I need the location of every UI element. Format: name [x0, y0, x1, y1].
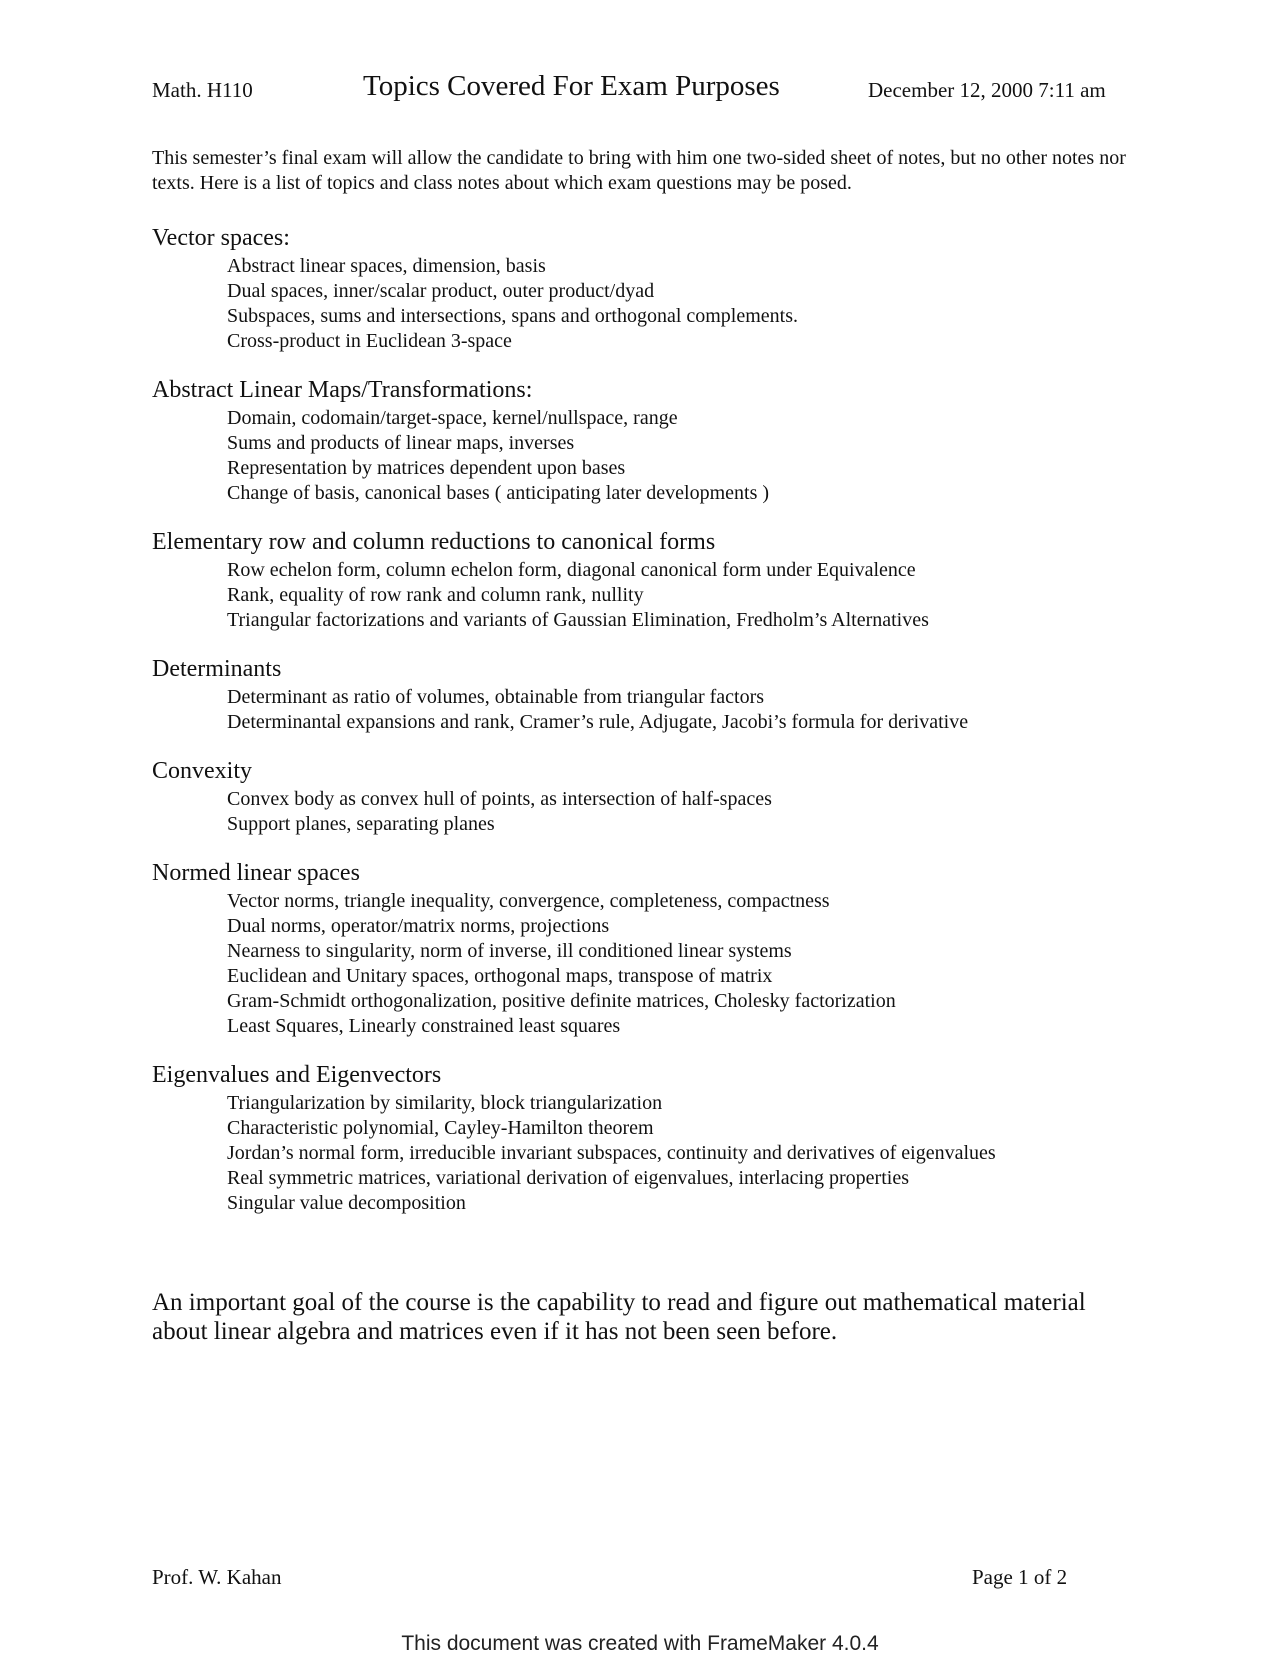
creator-note: This document was created with FrameMaker 4.0.4 [401, 1632, 879, 1655]
topic-item: Least Squares, Linearly constrained least squares [227, 1015, 621, 1037]
section-heading: Convexity [152, 758, 252, 784]
course-code: Math. H110 [152, 78, 253, 102]
topic-item: Rank, equality of row rank and column rank, nullity [227, 584, 644, 606]
topic-item: Change of basis, canonical bases ( anticipating later developments ) [227, 482, 770, 504]
topic-item: Abstract linear spaces, dimension, basis [227, 255, 546, 277]
topic-item: Determinantal expansions and rank, Cramer’s rule, Adjugate, Jacobi’s formula for derivative [227, 711, 969, 733]
topic-item: Sums and products of linear maps, inverses [227, 432, 575, 454]
topic-section [152, 223, 1152, 354]
topic-item: Euclidean and Unitary spaces, orthogonal maps, transpose of matrix [227, 965, 773, 987]
topic-item: Triangular factorizations and variants of Gaussian Elimination, Fredholm’s Alternatives [227, 609, 929, 631]
topic-item: Jordan’s normal form, irreducible invariant subspaces, continuity and derivatives of eigenvalues [227, 1142, 996, 1164]
topic-section [152, 1060, 1152, 1216]
topic-section [152, 654, 1152, 735]
section-item-list [152, 889, 1152, 1039]
topic-item: Triangularization by similarity, block triangularization [227, 1092, 663, 1114]
section-heading: Abstract Linear Maps/Transformations: [152, 377, 533, 403]
topic-item: Characteristic polynomial, Cayley-Hamilton theorem [227, 1117, 654, 1139]
document-title: Topics Covered For Exam Purposes [363, 70, 780, 102]
topic-sections [152, 223, 1152, 1237]
page-header [152, 70, 1112, 110]
footer-page-number: Page 1 of 2 [972, 1565, 1068, 1589]
topic-section [152, 858, 1152, 1039]
topic-item: Row echelon form, column echelon form, diagonal canonical form under Equivalence [227, 559, 916, 581]
section-item-list [152, 685, 1152, 735]
topic-item: Determinant as ratio of volumes, obtainable from triangular factors [227, 686, 765, 708]
section-heading: Normed linear spaces [152, 860, 360, 886]
section-heading: Elementary row and column reductions to canonical forms [152, 529, 716, 555]
topic-item: Cross-product in Euclidean 3-space [227, 330, 512, 352]
section-item-list [152, 406, 1152, 506]
section-heading: Vector spaces: [152, 225, 290, 251]
topic-section [152, 527, 1152, 633]
document-date: December 12, 2000 7:11 am [868, 78, 1106, 102]
section-item-list [152, 1091, 1152, 1216]
topic-item: Domain, codomain/target-space, kernel/nullspace, range [227, 407, 678, 429]
closing-paragraph: An important goal of the course is the capability to read and figure out mathematical material about linear algebra and matrices even if it has not been seen before. [152, 1289, 1086, 1345]
topic-item: Vector norms, triangle inequality, convergence, completeness, compactness [227, 890, 830, 912]
topic-item: Dual norms, operator/matrix norms, projections [227, 915, 610, 937]
topic-item: Subspaces, sums and intersections, spans and orthogonal complements. [227, 305, 799, 327]
topic-item: Gram-Schmidt orthogonalization, positive definite matrices, Cholesky factorization [227, 990, 896, 1012]
topic-item: Real symmetric matrices, variational derivation of eigenvalues, interlacing properties [227, 1167, 909, 1189]
section-item-list [152, 787, 1152, 837]
topic-section [152, 756, 1152, 837]
intro-paragraph: This semester’s final exam will allow the candidate to bring with him one two-sided sheet of notes, but no other notes nor texts. Here is a list of topics and class notes about which exam questions may be posed. [152, 147, 1126, 194]
section-heading: Determinants [152, 656, 282, 682]
topic-item: Dual spaces, inner/scalar product, outer product/dyad [227, 280, 655, 302]
section-item-list [152, 558, 1152, 633]
section-item-list [152, 254, 1152, 354]
topic-item: Representation by matrices dependent upon bases [227, 457, 626, 479]
footer-author: Prof. W. Kahan [152, 1565, 282, 1589]
topic-item: Convex body as convex hull of points, as intersection of half-spaces [227, 788, 772, 810]
topic-section [152, 375, 1152, 506]
topic-item: Support planes, separating planes [227, 813, 495, 835]
section-heading: Eigenvalues and Eigenvectors [152, 1062, 442, 1088]
topic-item: Nearness to singularity, norm of inverse, ill conditioned linear systems [227, 940, 792, 962]
topic-item: Singular value decomposition [227, 1192, 466, 1214]
